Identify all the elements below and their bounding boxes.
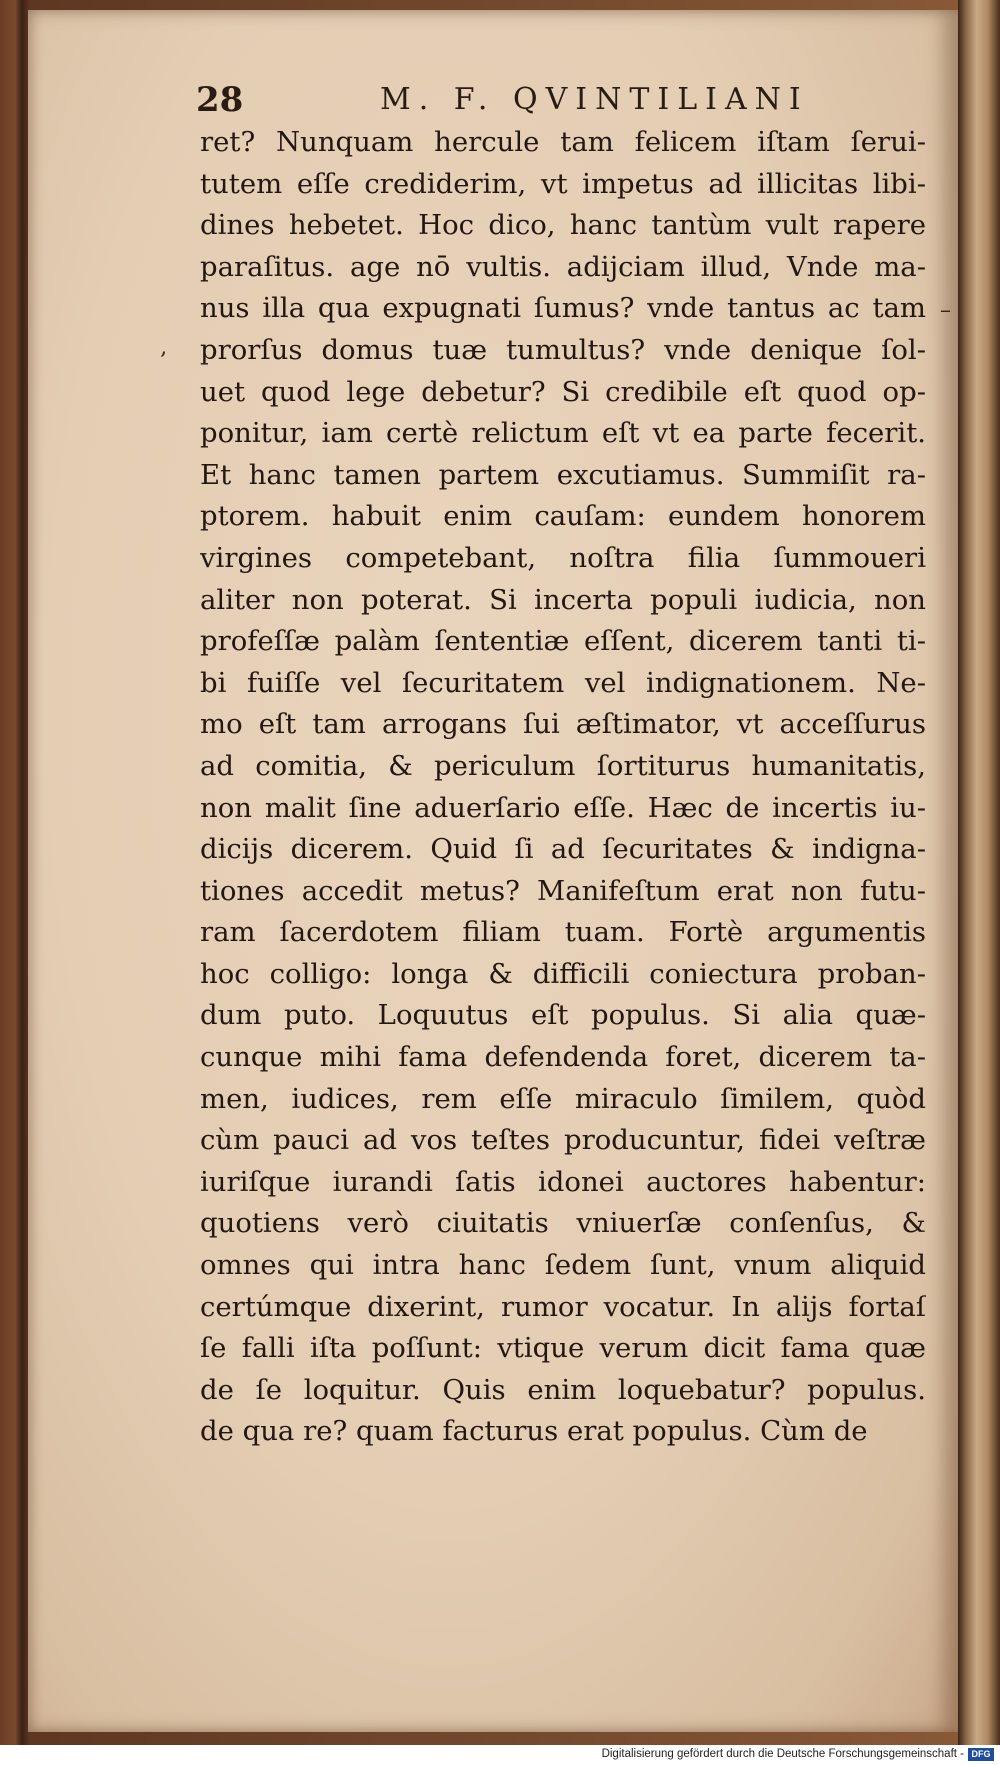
text-line: cunque mihi fama defendenda foret, dicerem ta- [200,1041,926,1074]
text-line: ptorem. habuit enim cauſam: eundem honorem [200,500,926,533]
text-line: iuriſque iurandi ſatis idonei auctores habentur: [200,1165,926,1198]
page-number: 28 [196,80,244,120]
text-line: cùm pauci ad vos teſtes producuntur, fidei veſtræ [200,1124,926,1157]
dfg-logo-icon: DFG [968,1748,994,1761]
marginal-dash-mark: – [940,298,951,323]
text-line: hoc colligo: longa & difficili coniectura proban- [200,957,926,990]
text-line: Et hanc tamen partem excutiamus. Summiſit ra- [200,458,926,491]
text-line: nus illa qua expugnati ſumus? vnde tantus ac tam [200,292,926,325]
text-line: prorſus domus tuæ tumultus? vnde denique ſol- [200,333,926,366]
text-line: de qua re? quam facturus erat populus. Cùm de [200,1415,868,1448]
text-line: ſe falli iſta poſſunt: vtique verum dicit fama quæ [200,1332,926,1365]
text-line: virgines competebant, noſtra filia ſummoueri [200,541,926,574]
text-line: quotiens verò ciuitatis vniuerſæ conſenſus, & [200,1207,926,1240]
text-line: tiones accedit metus? Manifeſtum erat non futu- [200,874,926,907]
running-title: M. F. QVINTILIANI [380,82,809,117]
digitization-credit [602,1745,994,1763]
marginal-dot-mark: ‚ [160,335,167,360]
text-line: non malit ſine aduerſario eſſe. Hæc de incertis iu- [200,791,926,824]
running-head [196,80,936,124]
text-line: profeſſæ palàm ſententiæ eſſent, dicerem tanti ti- [200,625,926,658]
text-line: de ſe loquitur. Quis enim loquebatur? populus. [200,1373,926,1406]
text-line: dicijs dicerem. Quid ſi ad ſecuritates & indigna- [200,833,926,866]
text-line: ponitur, iam certè relictum eſt vt ea parte fecerit. [200,417,926,450]
credit-text: Digitalisierung gefördert durch die Deutsche Forschungsgemeinschaft - [601,1748,964,1760]
text-line: bi fuiſſe vel ſecuritatem vel indignationem. Ne- [200,666,926,699]
text-line: ret? Nunquam hercule tam felicem iſtam ſerui- [200,126,926,158]
text-line: paraſitus. age nō vultis. adijciam illud, Vnde ma- [200,250,926,283]
text-line: omnes qui intra hanc ſedem ſunt, vnum aliquid [200,1249,926,1282]
body-text [200,122,926,1453]
text-line: ram ſacerdotem filiam tuam. Fortè argumentis [200,916,926,949]
text-line: mo eſt tam arrogans ſui æſtimator, vt acceſſurus [200,708,926,741]
text-line: ad comitia, & periculum ſortiturus humanitatis, [200,749,926,782]
text-line: certúmque dixerint, rumor vocatur. In alijs fortaſ [200,1290,926,1323]
text-line: uet quod lege debetur? Si credibile eſt quod op- [200,375,926,408]
text-line: tutem eſſe crediderim, vt impetus ad illicitas libi- [200,167,926,200]
text-line: men, iudices, rem eſſe miraculo ſimilem, quòd [200,1082,926,1115]
page-edge-strip [958,0,1000,1745]
text-line: dum puto. Loquutus eſt populus. Si alia quæ- [200,999,926,1032]
text-line: aliter non poterat. Si incerta populi iudicia, non [200,583,926,616]
text-line: dines hebetet. Hoc dico, hanc tantùm vult rapere [200,209,926,242]
